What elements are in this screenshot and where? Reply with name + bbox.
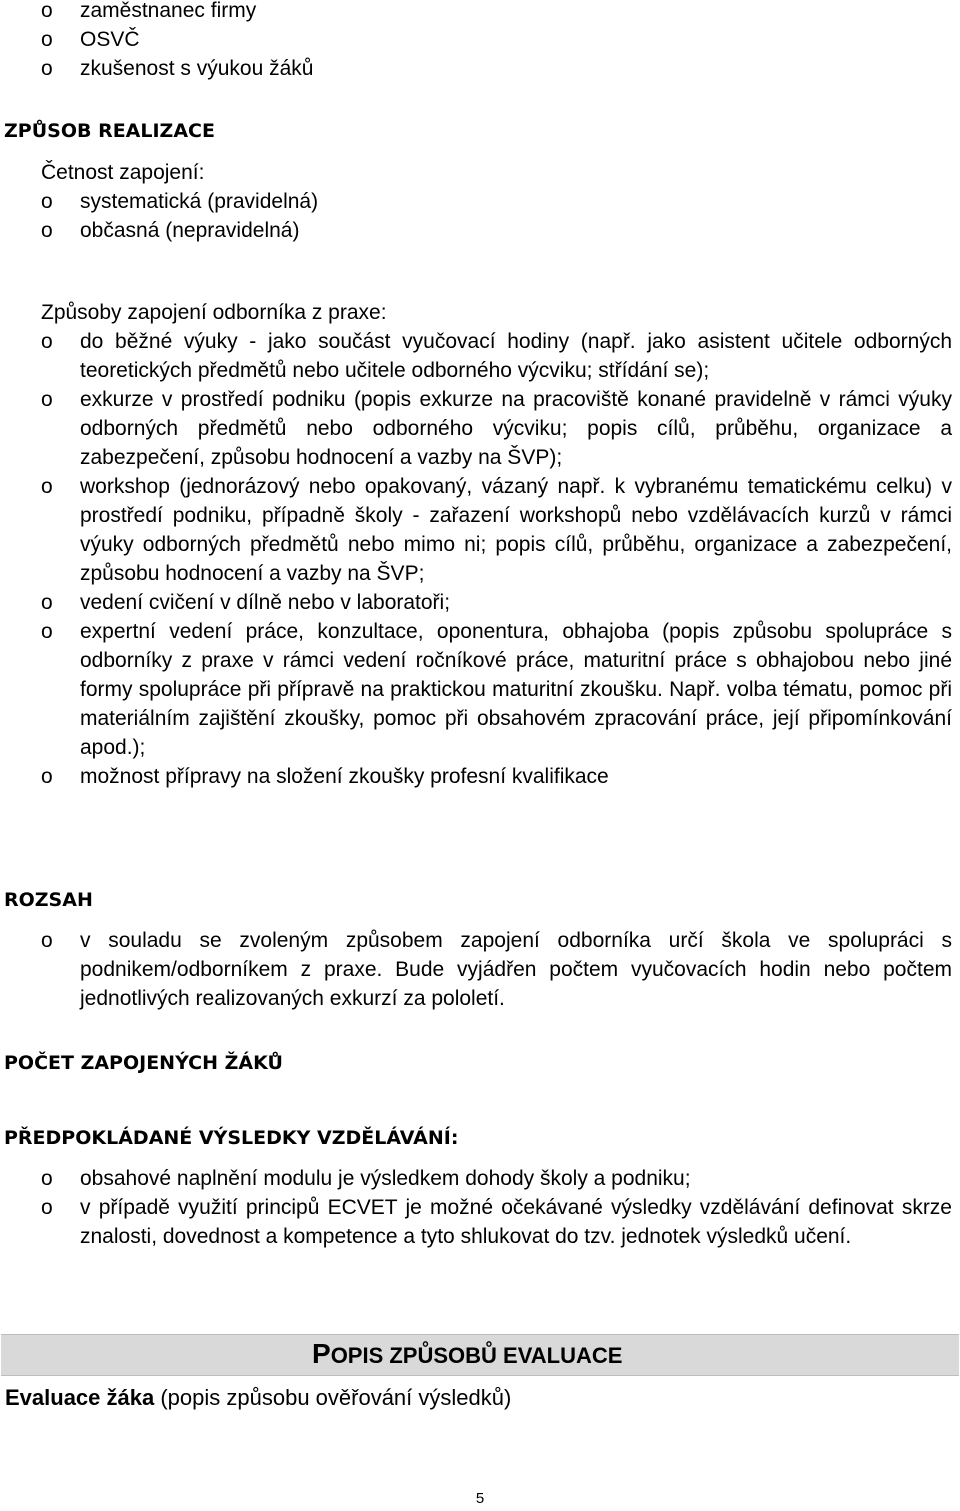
bullet: o <box>41 765 53 788</box>
rozsah-list <box>0 926 956 1013</box>
cetnost-list <box>0 187 956 245</box>
list-item: o v případě využití principů ECVET je možné očekávané výsledky vzdělávání definovat skrze znalosti, dovednost a kompetence a tyto shlukovat do tzv. jednotek výsledků učení. <box>0 1193 956 1251</box>
bullet: o <box>41 219 53 242</box>
bullet: o <box>41 57 53 80</box>
bullet: o <box>41 929 53 952</box>
page-number: 5 <box>475 1490 485 1507</box>
cetnost-label: Četnost zapojení: <box>41 161 205 184</box>
list-item: o občasná (nepravidelná) <box>0 216 956 245</box>
bullet: o <box>41 591 53 614</box>
heading-rozsah: ROZSAH <box>4 889 93 911</box>
bullet: o <box>41 620 53 643</box>
list-item: o v souladu se zvoleným způsobem zapojení odborníka určí škola ve spolupráci s podnikem/odborníkem z praxe. Bude vyjádřen počtem vyučovacích hodin nebo počtem jednotlivých realizovaných exkurzí za pololetí. <box>0 926 956 1013</box>
bullet: o <box>41 1167 53 1190</box>
list-item: o vedení cvičení v dílně nebo v laboratoři; <box>0 588 956 617</box>
heading-pocet-zaku: POČET ZAPOJENÝCH ŽÁKŮ <box>4 1052 283 1074</box>
evaluace-rest: (popis způsobu ověřování výsledků) <box>154 1385 512 1410</box>
evaluace-bold: Evaluace žáka <box>5 1385 155 1410</box>
list-item: o exkurze v prostředí podniku (popis exkurze na pracoviště konané pravidelně v rámci výuky odborných předmětů nebo odborného výcviku; popis cílů, průběhu, organizace a zabezpečení, způsobu hodnocení a vazby na ŠVP); <box>0 385 956 472</box>
list-item: o do běžné výuky - jako součást vyučovací hodiny (např. jako asistent učitele odborných teoretických předmětů nebo učitele odborného výcviku; střídání se); <box>0 327 956 385</box>
bullet: o <box>41 475 53 498</box>
list-item: o zaměstnanec firmy <box>0 0 956 25</box>
list-item: o expertní vedení práce, konzultace, oponentura, obhajoba (popis způsobu spolupráce s odborníky z praxe v rámci vedení ročníkové práce, maturitní práce s obhajobou nebo jiné formy spolupráce při přípravě na praktickou maturitní zkoušku. Např. volba tématu, pomoc při materiálním zajištění zkoušky, pomoc při obsahovém zpracování práce, její připomínkování apod.); <box>0 617 956 762</box>
zpusoby-list <box>0 327 956 791</box>
zpusoby-label: Způsoby zapojení odborníka z praxe: <box>41 301 387 324</box>
bullet: o <box>41 388 53 411</box>
band-title: POPIS ZPŮSOBŮ EVALUACE <box>312 1338 623 1369</box>
qualification-list <box>0 0 956 83</box>
list-item: o workshop (jednorázový nebo opakovaný, vázaný např. k vybranému tematickému celku) v prostředí podniku, případně školy - zařazení workshopů nebo vzdělávacích kurzů v rámci výuky odborných předmětů nebo mimo ni; popis cílů, průběhu, organizace a zabezpečení, způsobu hodnocení a vazby na ŠVP; <box>0 472 956 588</box>
heading-zpusob-realizace: ZPŮSOB REALIZACE <box>4 120 215 142</box>
list-item: o obsahové naplnění modulu je výsledkem dohody školy a podniku; <box>0 1164 956 1193</box>
list-item: o OSVČ <box>0 25 956 54</box>
bullet: o <box>41 1196 53 1219</box>
vysledky-list <box>0 1164 956 1251</box>
list-item: o systematická (pravidelná) <box>0 187 956 216</box>
list-item: o možnost přípravy na složení zkoušky profesní kvalifikace <box>0 762 956 791</box>
evaluace-line <box>5 1383 511 1413</box>
list-item: o zkušenost s výukou žáků <box>0 54 956 83</box>
bullet: o <box>41 190 53 213</box>
bullet: o <box>41 330 53 353</box>
heading-vysledky: PŘEDPOKLÁDANÉ VÝSLEDKY VZDĚLÁVÁNÍ: <box>4 1127 459 1149</box>
bullet: o <box>41 28 53 51</box>
bullet: o <box>41 0 53 22</box>
